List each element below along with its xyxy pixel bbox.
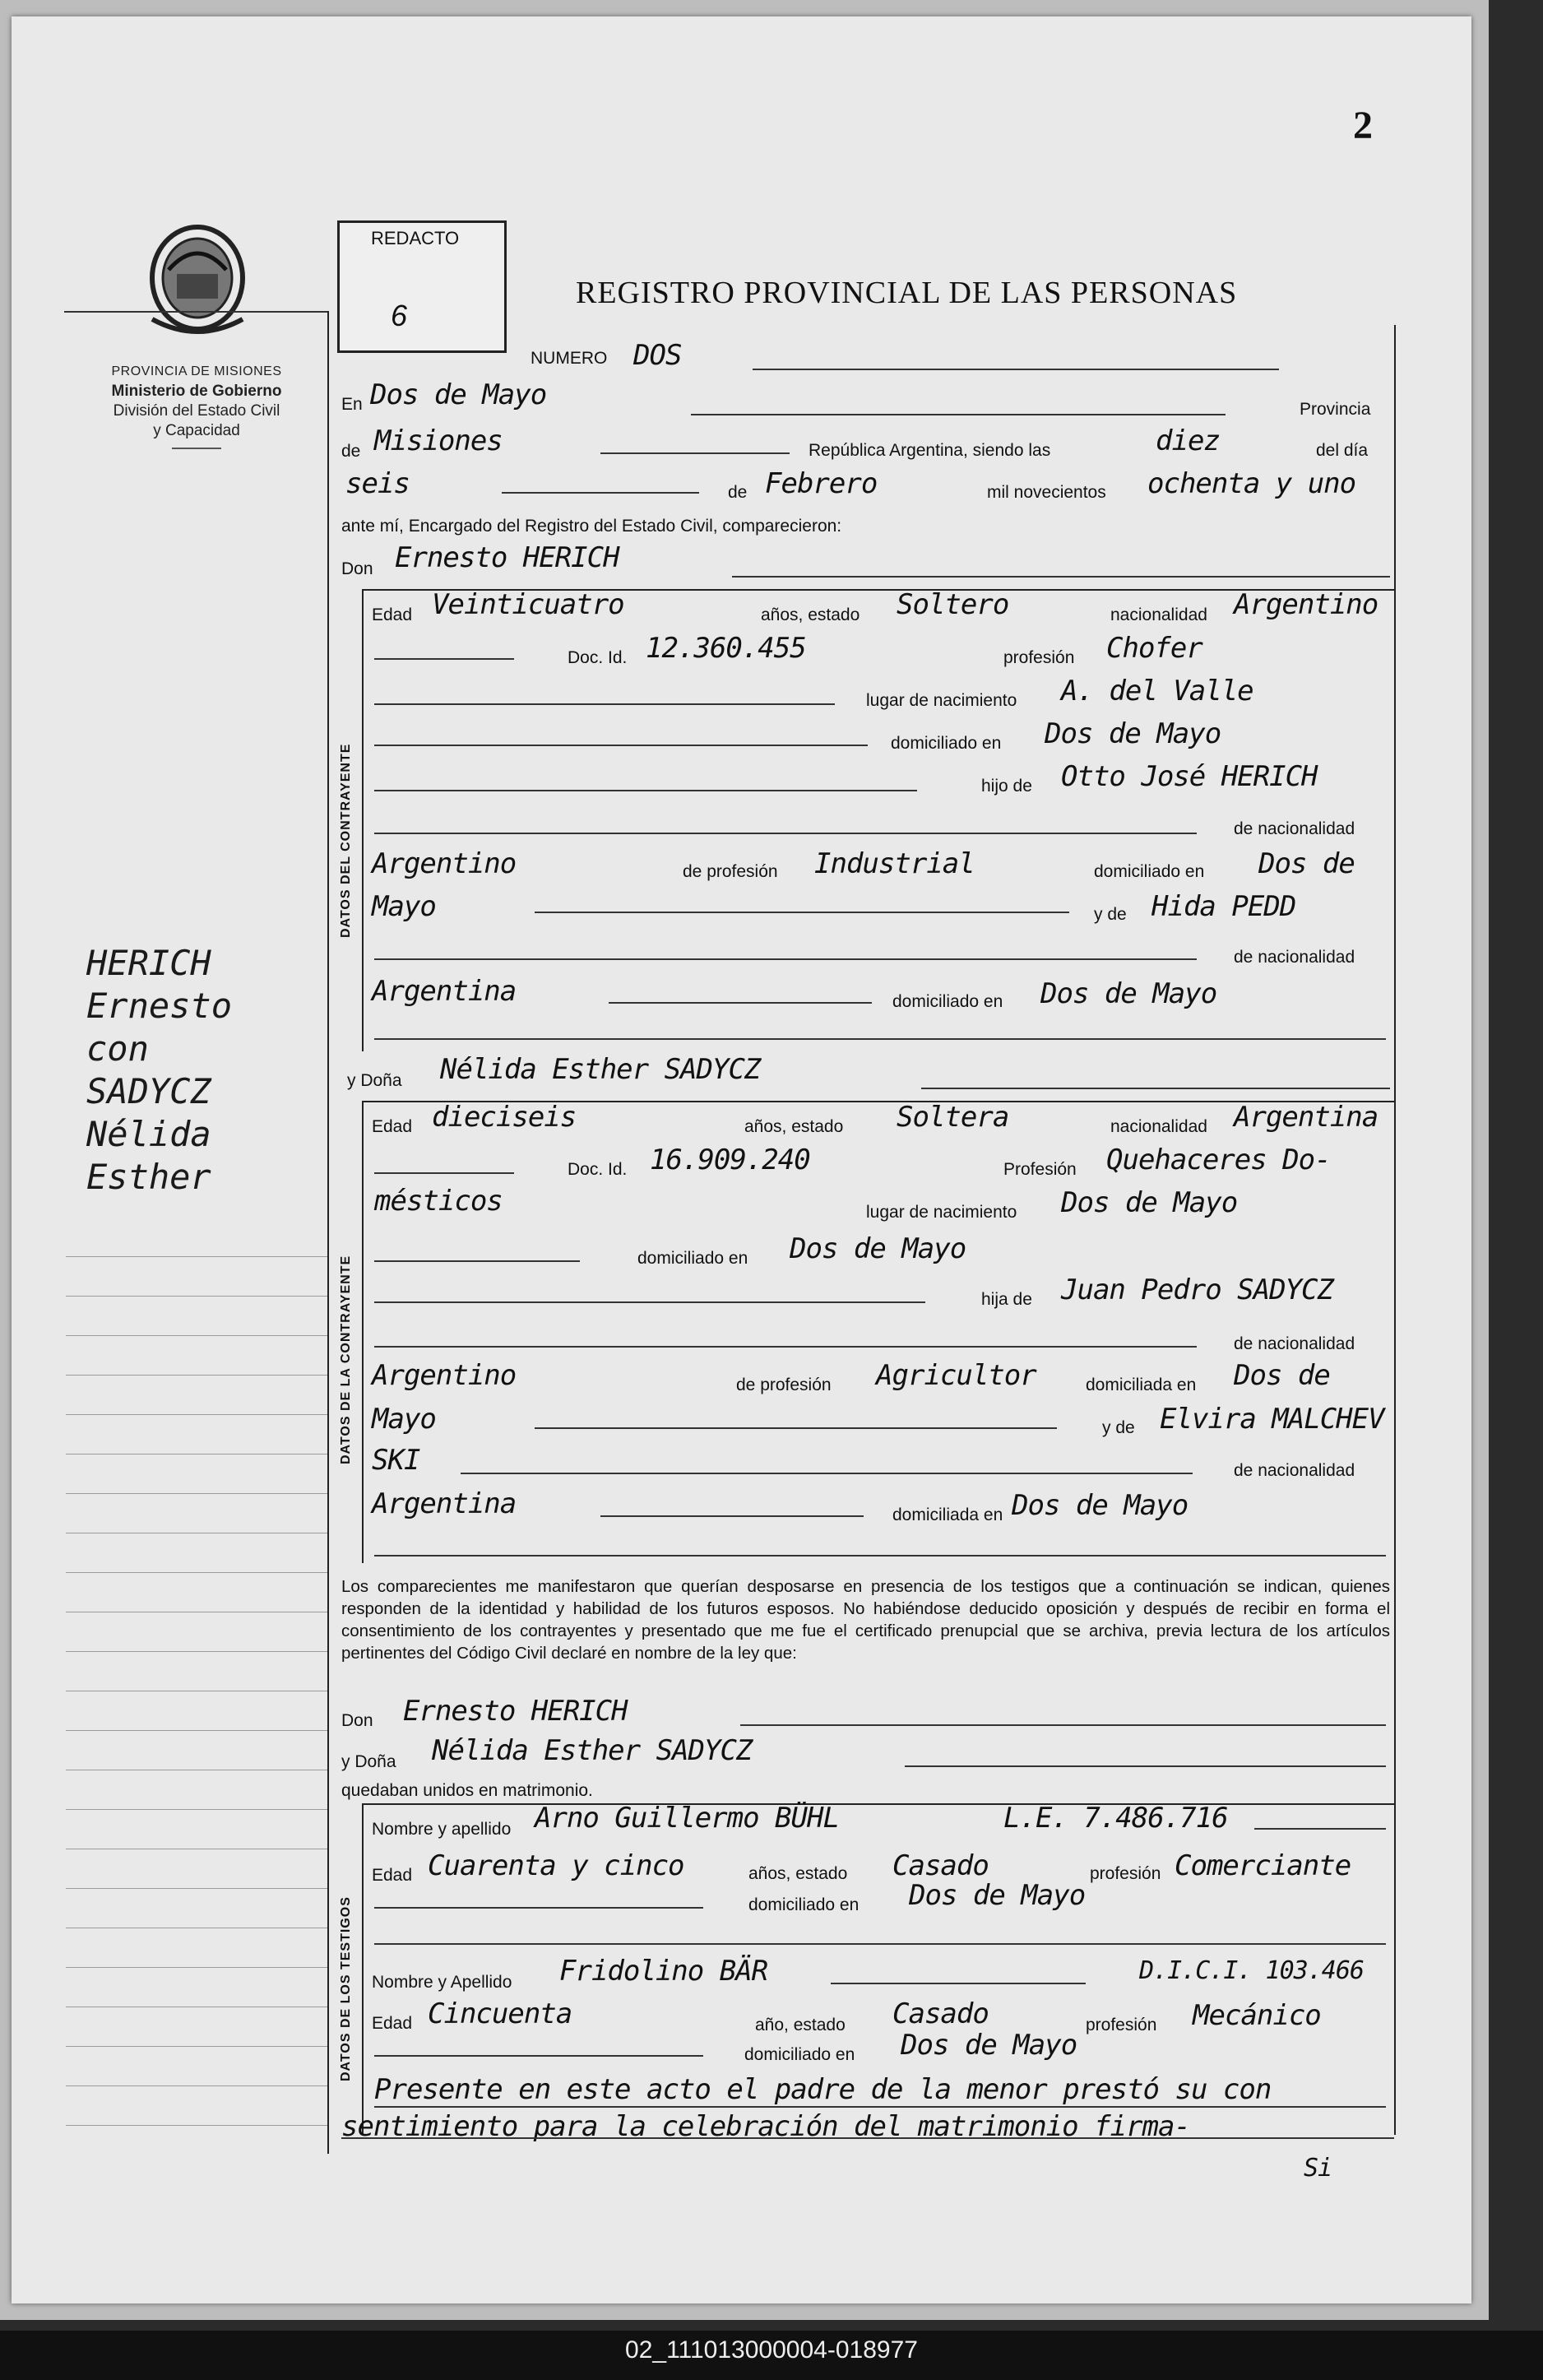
groom-mother-nac-rule [374, 958, 1197, 960]
bride-hija-rule [374, 1301, 925, 1303]
groom-name: Ernesto HERICH [395, 541, 619, 574]
bride-name: Nélida Esther SADYCZ [440, 1053, 761, 1086]
bride-nac-label: nacionalidad [1110, 1117, 1207, 1136]
witness1-anios-label: años, estado [748, 1864, 848, 1883]
document-id: 02_111013000004-018977 [625, 2336, 918, 2364]
witness1-doc: L.E. 7.486.716 [1003, 1802, 1228, 1835]
provincia-label: Provincia [1300, 400, 1371, 419]
groom-end-rule [374, 1038, 1386, 1040]
de-rule [600, 452, 790, 454]
groom-doc-rule [374, 658, 514, 660]
margin-line: Ernesto [86, 986, 233, 1026]
bride-father-dom2: Mayo [372, 1403, 436, 1436]
groom-nacionalidad: Argentino [1234, 588, 1379, 621]
bride-hija-label: hija de [981, 1290, 1032, 1309]
bride-mother-1: Elvira MALCHEV [1160, 1403, 1384, 1436]
witness2-dom-rule [374, 2055, 703, 2057]
bride-father-dom-label: domiciliada en [1086, 1376, 1197, 1394]
groom-nac-label: nacionalidad [1110, 605, 1207, 624]
groom-y-de-label: y de [1094, 905, 1127, 924]
redacto-value: 6 [391, 299, 408, 332]
union-dona-name: Nélida Esther SADYCZ [432, 1734, 753, 1767]
groom-side-label: DATOS DEL CONTRAYENTE [339, 743, 353, 938]
witness1-end-rule [374, 1943, 1386, 1945]
bride-mother-dom-rule [600, 1515, 864, 1517]
groom-dom-rule [374, 745, 868, 746]
witness2-dom-label: domiciliado en [744, 2045, 855, 2064]
anio-value: ochenta y uno [1147, 467, 1356, 500]
groom-father-prof: Industrial [814, 847, 975, 880]
witness2-doc: D.I.C.I. 103.466 [1139, 1956, 1364, 1985]
witness2-prof: Mecánico [1193, 1999, 1321, 2032]
groom-edad: Veinticuatro [432, 588, 624, 621]
bride-mother-rule [535, 1427, 1057, 1429]
groom-doc: 12.360.455 [646, 632, 806, 665]
bride-profesion-2: mésticos [374, 1185, 503, 1218]
bride-father-dom1: Dos de [1234, 1359, 1330, 1392]
bride-father-nac: Argentino [372, 1359, 517, 1392]
groom-mother-dom: Dos de Mayo [1040, 977, 1217, 1010]
witness1-name-label: Nombre y apellido [372, 1820, 512, 1839]
note-line-3: Si [1304, 2154, 1332, 2183]
groom-lugar: A. del Valle [1061, 675, 1253, 708]
bride-estado: Soltera [897, 1101, 1009, 1134]
bride-doc: 16.909.240 [650, 1144, 810, 1176]
bride-mother-dom: Dos de Mayo [1012, 1489, 1189, 1522]
bride-dom-rule [374, 1260, 580, 1262]
de-label: de [341, 442, 361, 461]
groom-domicilio: Dos de Mayo [1045, 717, 1221, 750]
witness2-prof-label: profesión [1086, 2016, 1157, 2034]
groom-mother: Hida PEDD [1151, 890, 1296, 923]
witness2-dom: Dos de Mayo [901, 2029, 1077, 2062]
groom-mother-dom-label: domiciliado en [892, 992, 1003, 1011]
groom-profesion: Chofer [1106, 632, 1202, 665]
bride-father-prof: Agricultor [876, 1359, 1036, 1392]
witness1-edad: Cuarenta y cinco [428, 1849, 684, 1882]
province-label: PROVINCIA DE MISIONES [111, 364, 282, 378]
margin-line: Nélida [86, 1114, 211, 1154]
witness1-edad-label: Edad [372, 1866, 413, 1885]
margin-annotation [86, 942, 317, 1199]
left-column-top-rule [64, 311, 329, 313]
bride-mother-nac-label: de nacionalidad [1234, 1461, 1355, 1480]
groom-mother-nac-label: de nacionalidad [1234, 948, 1355, 967]
bride-side-label: DATOS DE LA CONTRAYENTE [339, 1255, 353, 1464]
groom-mother-dom-rule [609, 1002, 872, 1004]
en-label: En [341, 395, 363, 414]
groom-doc-label: Doc. Id. [568, 648, 628, 667]
division-label-2: y Capacidad [153, 422, 240, 439]
bride-mother-nac: Argentina [372, 1487, 517, 1520]
dia-rule [502, 492, 699, 494]
margin-line: SADYCZ [86, 1071, 211, 1111]
ministry-header [66, 362, 327, 449]
numero-label: NUMERO [531, 349, 608, 368]
bride-doc-rule [374, 1172, 514, 1174]
ministry-separator [172, 448, 221, 449]
bride-father: Juan Pedro SADYCZ [1061, 1274, 1333, 1306]
union-don-rule [740, 1724, 1386, 1726]
margin-ruled-lines [66, 1218, 327, 2139]
consent-statement: Los comparecientes me manifestaron que querían desposarse en presencia de los testigos que a continuación se indican, quienes responden de la identidad y habilidad de los futuros esposos. No habiéndose deducido oposición y después de recibir en forma el consentimiento de los contrayentes y presentado que me fue el certificado prenupcial que se archiva, previa lectura de los artículos pertinentes del Código Civil declaré en nombre de la ley que: [341, 1577, 1390, 1663]
bride-father-nac-label: de nacionalidad [1234, 1334, 1355, 1353]
union-dona-rule [905, 1765, 1386, 1767]
ante-mi-text: ante mí, Encargado del Registro del Estado Civil, comparecieron: [341, 517, 842, 536]
republica-label: República Argentina, siendo las [809, 441, 1051, 460]
union-don-name: Ernesto HERICH [403, 1695, 628, 1728]
groom-dom-label: domiciliado en [891, 734, 1002, 753]
quedaban-text: quedaban unidos en matrimonio. [341, 1781, 593, 1800]
mes-value: Febrero [765, 467, 878, 500]
groom-prof-label: profesión [1003, 648, 1075, 667]
hora-value: diez [1156, 425, 1220, 457]
mes-label: de [728, 483, 748, 502]
en-value: Dos de Mayo [370, 378, 547, 411]
groom-hijo-rule [374, 790, 917, 791]
groom-father-dom-label: domiciliado en [1094, 862, 1205, 881]
numero-rule [753, 369, 1279, 370]
groom-father-nac-rule [374, 833, 1197, 834]
numero-value: DOS [633, 339, 682, 372]
groom-hijo-label: hijo de [981, 777, 1032, 796]
groom-father-dom2: Mayo [372, 890, 436, 923]
bride-edad-label: Edad [372, 1117, 413, 1136]
groom-mother-rule [535, 912, 1069, 913]
bride-lugar: Dos de Mayo [1061, 1186, 1238, 1219]
dia-value: seis [345, 467, 410, 500]
form-title: REGISTRO PROVINCIAL DE LAS PERSONAS [576, 276, 1238, 310]
redacto-box [337, 220, 507, 353]
groom-mother-nac: Argentina [372, 975, 517, 1008]
groom-father-nac: Argentino [372, 847, 517, 880]
bride-profesion-1: Quehaceres Do- [1106, 1144, 1331, 1176]
bride-father-prof-label: de profesión [736, 1376, 832, 1394]
en-rule [691, 414, 1226, 415]
bride-domicilio: Dos de Mayo [790, 1232, 966, 1265]
groom-lugar-rule [374, 703, 835, 705]
witness1-name: Arno Guillermo BÜHL [535, 1802, 839, 1835]
bride-end-rule [374, 1555, 1386, 1557]
witness1-prof-label: profesión [1090, 1864, 1161, 1883]
margin-line: con [86, 1028, 149, 1069]
groom-estado: Soltero [897, 588, 1009, 621]
bride-edad: dieciseis [432, 1101, 577, 1134]
groom-father: Otto José HERICH [1061, 760, 1318, 793]
bride-lugar-label: lugar de nacimiento [866, 1203, 1017, 1222]
witness1-estado: Casado [892, 1849, 989, 1882]
witness1-name-rule [1254, 1828, 1386, 1830]
union-don-label: Don [341, 1711, 373, 1730]
witness2-name: Fridolino BÄR [559, 1955, 768, 1988]
groom-lugar-label: lugar de nacimiento [866, 691, 1017, 710]
bride-anios-label: años, estado [744, 1117, 844, 1136]
groom-anios-label: años, estado [761, 605, 860, 624]
witness1-dom-label: domiciliado en [748, 1895, 860, 1914]
form-frame-left [327, 311, 329, 2154]
witness2-anios-label: año, estado [755, 2016, 846, 2034]
bride-dom-label: domiciliado en [637, 1249, 748, 1268]
witness1-dom-rule [374, 1907, 703, 1909]
witness1-prof: Comerciante [1175, 1849, 1351, 1882]
groom-father-prof-label: de profesión [683, 862, 778, 881]
groom-edad-label: Edad [372, 605, 413, 624]
witness-side-label: DATOS DE LOS TESTIGOS [339, 1896, 353, 2081]
division-label-1: División del Estado Civil [113, 402, 280, 420]
bride-prof-label: Profesión [1003, 1160, 1077, 1179]
bride-nacionalidad: Argentina [1234, 1101, 1379, 1134]
witness1-dom: Dos de Mayo [909, 1879, 1086, 1912]
don-label: Don [341, 559, 373, 578]
note-line-2: sentimiento para la celebración del matrimonio firma- [341, 2110, 1190, 2143]
margin-line: HERICH [86, 943, 211, 983]
groom-father-dom1: Dos de [1258, 847, 1355, 880]
margin-line: Esther [86, 1157, 211, 1197]
redacto-label: REDACTO [371, 228, 460, 248]
bride-mother-2: SKI [372, 1444, 420, 1477]
bride-y-de-label: y de [1102, 1418, 1135, 1437]
union-dona-label: y Doña [341, 1752, 396, 1771]
dona-label: y Doña [347, 1071, 402, 1090]
bride-mother-dom-label: domiciliada en [892, 1505, 1003, 1524]
note-rule-2 [341, 2137, 1394, 2139]
del-dia-label: del día [1316, 441, 1369, 460]
provincial-seal-icon [144, 220, 251, 336]
bride-mother-nac-rule [461, 1473, 1193, 1474]
witness2-name-label: Nombre y Apellido [372, 1973, 512, 1992]
ministry-label: Ministerio de Gobierno [111, 383, 282, 400]
bride-name-rule [921, 1088, 1390, 1089]
de-value: Misiones [374, 425, 503, 457]
witness2-name-rule [831, 1983, 1086, 1984]
groom-father-nac-label: de nacionalidad [1234, 819, 1355, 838]
groom-name-rule [732, 576, 1390, 578]
witness2-edad-label: Edad [372, 2014, 413, 2033]
mil-label: mil novecientos [987, 483, 1106, 502]
witness2-edad: Cincuenta [428, 1997, 572, 2030]
witness2-estado: Casado [892, 1997, 989, 2030]
note-rule-1 [374, 2106, 1386, 2108]
bride-father-nac-rule [374, 1346, 1197, 1348]
note-line-1: Presente en este acto el padre de la menor prestó su con [374, 2073, 1272, 2106]
page-number: 2 [1353, 104, 1373, 147]
bride-doc-label: Doc. Id. [568, 1160, 628, 1179]
